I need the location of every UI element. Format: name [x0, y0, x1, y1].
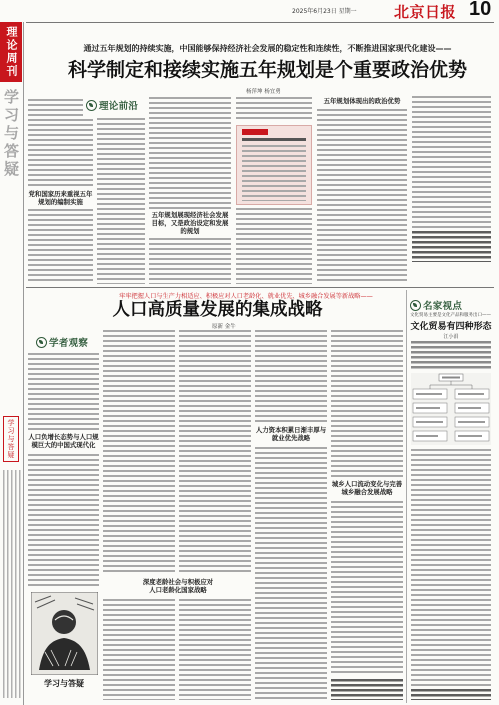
- article-body-text: [103, 330, 175, 575]
- article-body-text: [97, 118, 145, 284]
- illustration-image: [31, 592, 98, 675]
- right-article-byline: 江小涓: [443, 334, 459, 340]
- section-logo-label: 名家视点: [423, 301, 463, 312]
- highlight-box: [236, 125, 312, 205]
- article-intro-text: [411, 341, 491, 370]
- article-body-text: [412, 96, 491, 229]
- middle-article-kicker: 牢牢把握人口与生产力相适应、积极应对人口老龄化、就业优先、城乡融合发展等新战略——: [119, 293, 373, 300]
- author-note: [411, 689, 491, 700]
- highlight-box-tag: [242, 129, 268, 135]
- subhead: 五年规划展现经济社会发展目标，又是政治设定和发展的规划: [151, 211, 229, 235]
- subhead: 人力资本积累日渐丰厚与就业优先战略: [255, 426, 327, 442]
- section-logo-label: 学者观察: [49, 338, 89, 349]
- article-body-text: [149, 97, 231, 209]
- emblem-icon: [86, 100, 97, 111]
- article-body-text: [255, 330, 327, 423]
- header-rule: [26, 22, 494, 23]
- article-body-text: [28, 454, 99, 588]
- section-logo-label: 理论前沿: [99, 101, 139, 112]
- author-note: [331, 679, 403, 700]
- article-body-text: [179, 330, 251, 575]
- article-body-text: [28, 209, 93, 284]
- column-badge: 学习与答疑: [3, 416, 19, 462]
- column-divider: [406, 290, 407, 703]
- editorial-credits: [3, 470, 21, 698]
- column-title: 学习与答疑: [2, 89, 20, 179]
- subhead: 城乡人口流动变化与完善城乡融合发展战略: [331, 480, 403, 496]
- emblem-icon: [36, 337, 47, 348]
- page-number: 10: [469, 0, 492, 20]
- issue-date: 2025年6月23日 星期一: [292, 8, 357, 15]
- article-body-text: [103, 599, 175, 700]
- right-article-headline: 文化贸易有四种形态: [410, 322, 492, 332]
- article-body-text: [28, 119, 93, 189]
- subhead: 党和国家历来重视五年规划的编制实施: [28, 190, 93, 206]
- article-body-text: [331, 330, 403, 477]
- article-body-text: [149, 238, 231, 284]
- image-caption: 学习与答疑: [44, 679, 84, 688]
- article-body-text: [179, 599, 251, 700]
- subhead: 人口负增长态势与人口规模巨大的中国式现代化: [28, 433, 99, 449]
- author-note: [412, 231, 491, 262]
- section-logo-expert-view: [410, 298, 462, 312]
- top-article-byline: 杨萍坤 杨宜勇: [246, 89, 281, 95]
- highlight-box-heading: [242, 138, 306, 141]
- section-banner: 理论周刊: [0, 22, 22, 82]
- right-article-kicker: 文化贸易主要是文化产品和服务出口——: [410, 313, 491, 318]
- section-logo-scholar-view: [36, 335, 88, 349]
- article-body-text: [331, 501, 403, 676]
- top-article-headline: 科学制定和接续实施五年规划是个重要政治优势: [67, 59, 467, 81]
- article-body-text: [317, 109, 407, 284]
- article-body-text: [28, 353, 99, 431]
- sidebar-rule: [23, 22, 24, 705]
- masthead-logo: 北京日报: [394, 3, 457, 21]
- highlight-box-text: [242, 145, 306, 201]
- article-body-text: [255, 447, 327, 700]
- article-body-text: [411, 449, 491, 687]
- top-article-kicker: 通过五年规划的持续实施，中国能够保持经济社会发展的稳定性和连续性，不断推进国家现代化建设——: [83, 44, 452, 53]
- middle-article-headline: 人口高质量发展的集成战略: [112, 300, 323, 320]
- emblem-icon: [410, 300, 421, 311]
- subhead: 深度老龄社会与积极应对人口老龄化国家战略: [142, 578, 214, 594]
- article-body-text: [236, 208, 312, 284]
- trade-forms-diagram: [411, 373, 491, 445]
- article-body-text: [28, 99, 83, 116]
- section-logo-theory-frontier: [86, 98, 138, 112]
- middle-article-byline: 原新 金牛: [212, 324, 236, 330]
- article-body-text: [236, 97, 312, 122]
- section-divider: [26, 287, 494, 288]
- subhead: 五年规划体现出的政治优势: [323, 97, 401, 105]
